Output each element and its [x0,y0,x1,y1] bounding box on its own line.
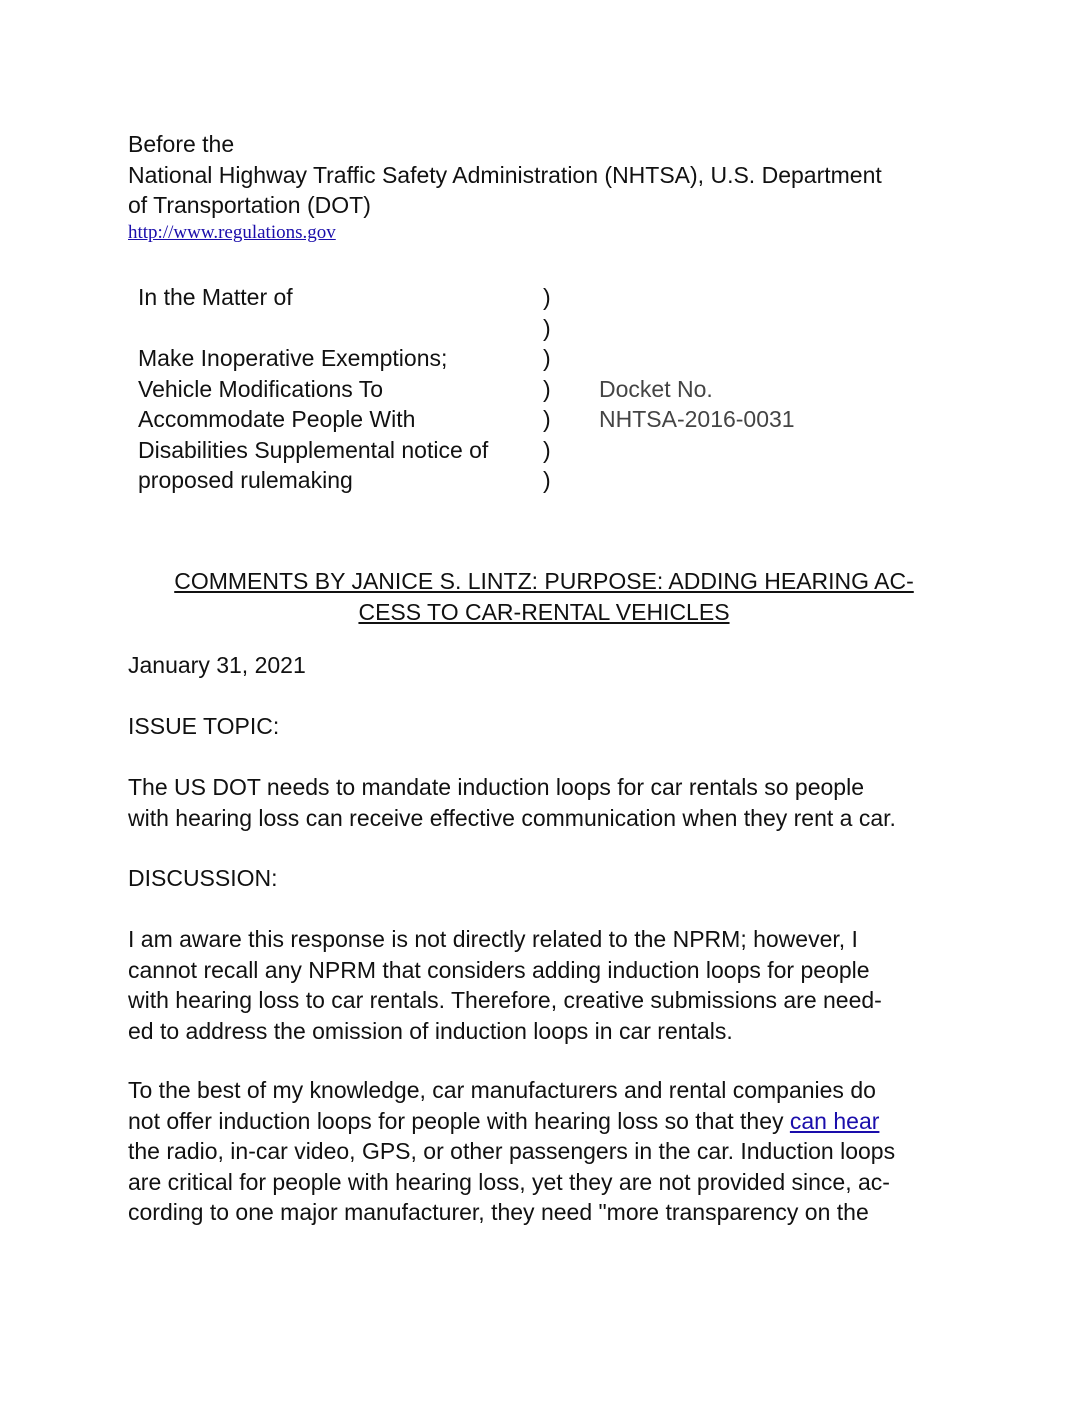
comment-date: January 31, 2021 [128,652,306,678]
caption-left-text: proposed rulemaking [138,467,353,493]
caption-parenthesis: ) [543,284,551,310]
caption-parenthesis: ) [543,314,551,341]
caption-left-text: Disabilities Supplemental notice of [138,436,489,463]
discussion-paragraph-2 [128,1075,895,1228]
paragraph-line: are critical for people with hearing loss, yet they are not provided since, ac- [128,1168,890,1195]
regulations-link[interactable]: http://www.regulations.gov [128,221,336,243]
paragraph-line: with hearing loss to car rentals. Therefore, creative submissions are need- [128,987,882,1013]
paragraph-text: not offer induction loops for people with hearing loss so that they [128,1107,790,1134]
can-hear-link[interactable]: can hear [789,1107,880,1134]
paragraph-line: ed to address the omission of induction loops in car rentals. [128,1017,733,1044]
issue-paragraph [128,772,896,833]
caption-parenthesis: ) [543,406,551,432]
paragraph-line [128,1106,895,1137]
caption-left-text: Accommodate People With [138,406,416,432]
discussion-paragraph-1 [128,924,882,1046]
caption-parenthesis: ) [543,345,551,371]
caption-left-text: Make Inoperative Exemptions; [138,345,448,371]
paragraph-line: with hearing loss can receive effective communication when they rent a car. [128,804,896,831]
paragraph-line: the radio, in-car video, GPS, or other passengers in the car. Induction loops [128,1138,896,1164]
docket-number: NHTSA-2016-0031 [599,406,795,432]
comment-title [128,566,960,627]
caption-parenthesis: ) [543,375,551,402]
docket-label: Docket No. [599,375,713,402]
title-line: COMMENTS BY JANICE S. LINTZ: PURPOSE: ADDING HEARING AC- [174,568,914,594]
paragraph-line: cannot recall any NPRM that considers adding induction loops for people [128,956,870,983]
caption-parenthesis: ) [543,436,551,463]
header-agency: National Highway Traffic Safety Administration (NHTSA), U.S. Department [128,161,882,188]
paragraph-line: I am aware this response is not directly related to the NPRM; however, I [128,926,858,952]
paragraph-line: The US DOT needs to mandate induction loops for car rentals so people [128,774,864,800]
document-header [128,129,882,245]
paragraph-line: cording to one major manufacturer, they need "more transparency on the [128,1199,869,1225]
header-department: of Transportation (DOT) [128,192,371,218]
caption-parenthesis: ) [543,467,551,493]
paragraph-line: To the best of my knowledge, car manufacturers and rental companies do [128,1077,876,1103]
issue-heading: ISSUE TOPIC: [128,713,280,739]
title-line: CESS TO CAR-RENTAL VEHICLES [358,598,730,625]
header-before-the: Before the [128,131,235,157]
discussion-heading: DISCUSSION: [128,865,278,891]
caption-left-text: Vehicle Modifications To [138,375,384,402]
caption-left-text: In the Matter of [138,284,293,310]
